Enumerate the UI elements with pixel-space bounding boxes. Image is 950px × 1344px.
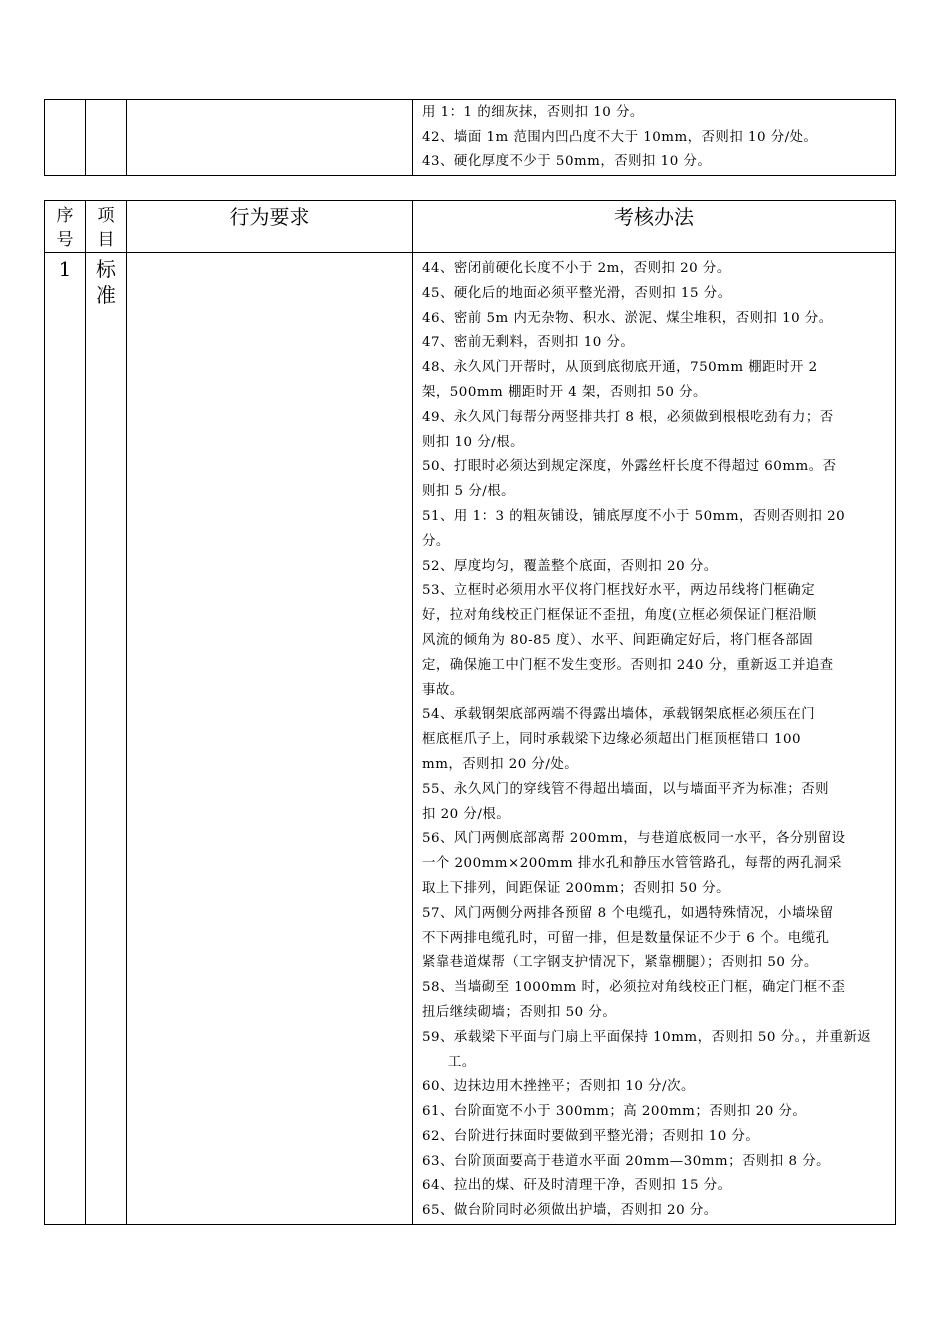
assessment-line: 则扣 5 分/根。 [422,484,515,500]
assessment-lines [413,253,895,1224]
assessment-line: 54、承载钢架底部两端不得露出墙体，承载钢架底框必须压在门 [422,707,816,723]
assessment-line: 扣 20 分/根。 [422,806,511,822]
assessment-line: 分。 [422,533,450,549]
assessment-line: 定，确保施工中门框不发生变形。否则扣 240 分，重新返工并追查 [422,657,834,673]
row-project-line1: 标 [96,257,116,281]
assessment-line: 事故。 [422,682,464,698]
row-seq [45,253,86,1225]
assessment-line: 61、台阶面宽不小于 300mm；高 200mm；否则扣 20 分。 [422,1104,807,1120]
assessment-line: 不下两排电缆孔时，可留一排，但是数量保证不少于 6 个。电缆孔 [422,930,830,946]
assessment-lines [413,100,895,175]
assessment-line: 47、密前无剩料，否则扣 10 分。 [422,335,635,351]
assessment-line: 59、承载梁下平面与门扇上平面保持 10mm，否则扣 50 分。，并重新返 [422,1029,872,1045]
assessment-line: 好，拉对角线校正门框保证不歪扭，角度(立框必须保证门框沿顺 [422,608,817,624]
assessment-line: 46、密前 5m 内无杂物、积水、淤泥、煤尘堆积，否则扣 10 分。 [422,310,833,326]
row-assessment [413,253,896,1225]
assessment-line: 45、硬化后的地面必须平整光滑，否则扣 15 分。 [422,285,732,301]
assessment-line: 49、永久风门每帮分两竖排共打 8 根，必须做到根根吃劲有力；否 [422,409,834,425]
assessment-line: 紧靠巷道煤帮（工字钢支护情况下，紧靠棚腿）；否则扣 50 分。 [422,955,818,971]
table-row [45,253,896,1225]
assessment-line: 则扣 10 分/根。 [422,434,525,450]
assessment-line: 48、永久风门开帮时，从顶到底彻底开通，750mm 棚距时开 2 [422,360,818,376]
assessment-line: 43、硬化厚度不少于 50mm，否则扣 10 分。 [422,154,712,169]
row-project [86,253,127,1225]
header-assessment-label: 考核办法 [614,205,694,229]
assessment-line: 用 1：1 的细灰抹，否则扣 10 分。 [422,105,644,120]
assessment-line: 53、立框时必须用水平仪将门框找好水平，两边吊线将门框确定 [422,583,816,599]
assessment-line: 一个 200mm×200mm 排水孔和静压水管管路孔，每帮的两孔洞采 [422,856,842,872]
assessment-line: mm，否则扣 20 分/处。 [422,756,579,772]
header-assessment [413,201,896,253]
assessment-line: 63、台阶顶面要高于巷道水平面 20mm—30mm；否则扣 8 分。 [422,1153,831,1169]
assessment-line: 51、用 1：3 的粗灰铺设，铺底厚度不小于 50mm，否则否则扣 20 [422,508,846,524]
row-project-line2: 准 [96,283,116,307]
header-seq [45,201,86,253]
table-header-row [45,201,896,253]
assessment-line: 57、风门两侧分两排各预留 8 个电缆孔，如遇特殊情况，小墙垛留 [422,905,834,921]
assessment-line: 扭后继续砌墙；否则扣 50 分。 [422,1004,617,1020]
assessment-line: 55、永久风门的穿线管不得超出墙面，以与墙面平齐为标准；否则 [422,781,829,797]
assessment-line: 44、密闭前硬化长度不小于 2m，否则扣 20 分。 [422,261,731,276]
header-seq-line1: 序 [56,206,74,226]
header-project [86,201,127,253]
header-behavior [127,201,413,253]
assessment-line: 架，500mm 棚距时开 4 架，否则扣 50 分。 [422,384,707,400]
assessment-line: 60、边抹边用木挫挫平；否则扣 10 分/次。 [422,1079,695,1095]
assessment-line: 工。 [448,1054,476,1070]
assessment-line: 56、风门两侧底部离帮 200mm，与巷道底板同一水平，各分别留设 [422,831,846,847]
assessment-line: 取上下排列，间距保证 200mm；否则扣 50 分。 [422,880,731,896]
header-project-line1: 项 [97,206,115,226]
assessment-line: 52、厚度均匀，覆盖整个底面，否则扣 20 分。 [422,558,718,574]
assessment-cell [413,100,896,176]
assessment-line: 65、做台阶同时必须做出护墙，否则扣 20 分。 [422,1203,718,1219]
assessment-line: 框底框爪子上，同时承载梁下边缘必须超出门框顶框错口 100 [422,732,802,748]
header-behavior-label: 行为要求 [229,205,310,229]
assessment-line: 58、当墙砌至 1000mm 时，必须拉对角线校正门框，确定门框不歪 [422,980,846,996]
row-seq-value: 1 [58,257,72,281]
behavior-cell [127,100,413,176]
header-seq-line2: 号 [56,230,74,250]
assessment-line: 42、墙面 1m 范围内凹凸度不大于 10mm，否则扣 10 分/处。 [422,129,818,145]
assessment-line: 风流的倾角为 80-85 度）、水平、间距确定好后，将门框各部固 [422,632,814,648]
header-project-line2: 目 [97,230,115,250]
assessment-line: 64、拉出的煤、矸及时清理干净，否则扣 15 分。 [422,1178,732,1194]
row-behavior [127,253,413,1225]
assessment-line: 62、台阶进行抹面时要做到平整光滑；否则扣 10 分。 [422,1128,760,1144]
project-cell [86,100,127,176]
continuation-table [44,99,896,176]
seq-cell [45,100,86,176]
assessment-line: 50、打眼时必须达到规定深度，外露丝杆长度不得超过 60mm。否 [422,459,837,475]
assessment-table [44,200,896,1225]
